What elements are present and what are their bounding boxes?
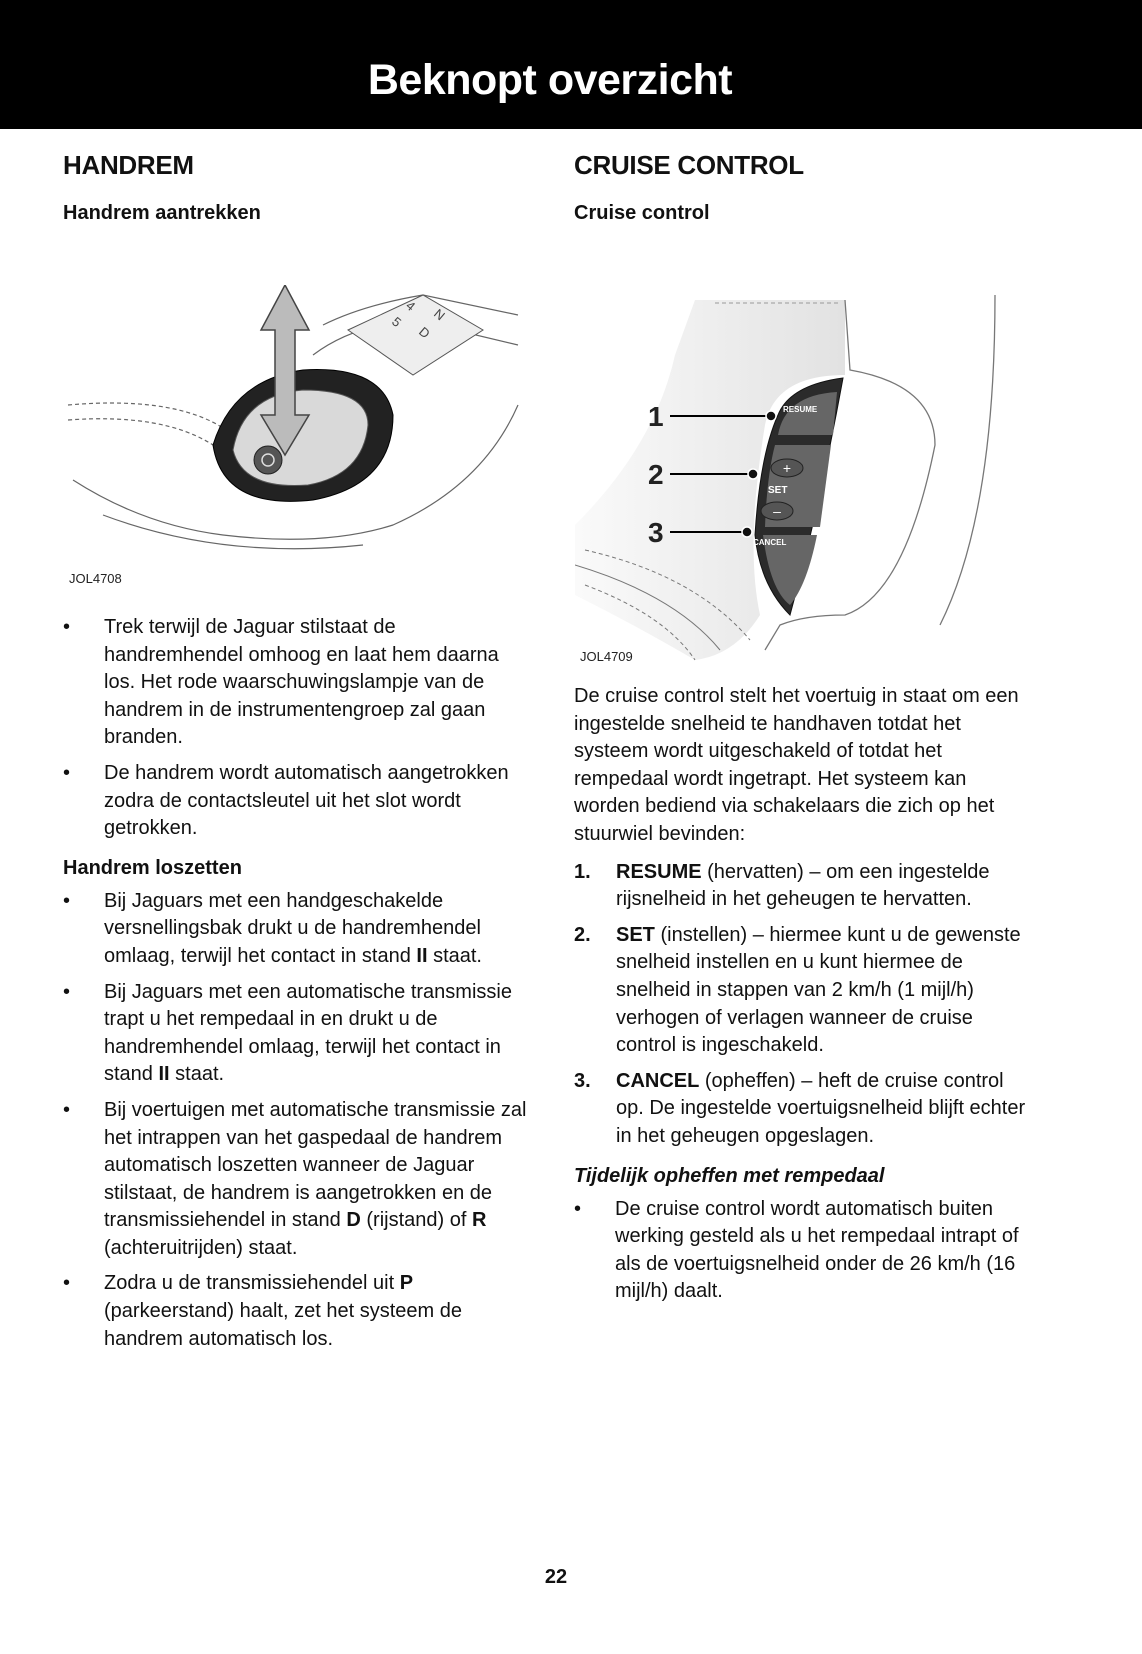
bullet-list-loszetten xyxy=(63,888,533,1354)
text-segment: (rijstand) of xyxy=(360,1209,472,1232)
text-segment: Bij Jaguars met een handgeschakelde versnellingsbak drukt u de handremhendel omlaag, terwijl het contact in stand xyxy=(104,889,481,967)
list-item-text xyxy=(104,762,509,839)
text-segment: De handrem wordt automatisch aangetrokken zodra de contactsleutel uit het slot wordt getrokken. xyxy=(104,761,509,840)
numbered-item xyxy=(574,859,1034,914)
item-number: 3. xyxy=(574,1069,591,1092)
bullet-icon: • xyxy=(63,761,71,784)
list-item-text xyxy=(104,981,512,1086)
callout-2: 2 xyxy=(648,459,664,490)
list-item-text xyxy=(104,890,482,967)
subheading-cruise-control: Cruise control xyxy=(574,202,710,224)
bullet-list-aantrekken xyxy=(63,614,533,843)
list-item-text xyxy=(616,861,990,911)
list-item xyxy=(63,979,533,1089)
handbrake-illustration xyxy=(63,285,523,570)
list-item-text xyxy=(616,924,1021,1056)
gear-label: D xyxy=(416,323,433,342)
text-segment: Zodra u de transmissiehendel uit xyxy=(104,1272,400,1295)
gear-label: 5 xyxy=(389,313,405,330)
page-number: 22 xyxy=(544,1566,568,1588)
text-segment: (instellen) – hiermee kunt u de gewenste snelheid instellen en u kunt hiermee de snelheid in stappen van 2 km/h (1 mijl/h) verhogen of verlagen wanneer de cruise control is ingeschakeld. xyxy=(616,923,1021,1057)
text-segment: (parkeerstand) haalt, zet het systeem de handrem automatisch los. xyxy=(104,1300,462,1350)
text-segment: (opheffen) – heft de cruise control op. De ingestelde voertuigsnelheid blijft echter in het geheugen opgeslagen. xyxy=(616,1069,1026,1147)
steering-wheel-illustration xyxy=(575,295,1015,665)
numbered-item xyxy=(574,1068,1034,1151)
gear-label: N xyxy=(431,305,448,324)
subheading-tijdelijk-opheffen: Tijdelijk opheffen met rempedaal xyxy=(574,1164,885,1187)
numbered-list-switches xyxy=(574,859,1034,1151)
text-segment: Bij Jaguars met een automatische transmissie trapt u het rempedaal in en drukt u de handremhendel omlaag, terwijl het contact in stand xyxy=(104,980,512,1086)
gear-label: 4 xyxy=(403,297,419,314)
bold-term: II xyxy=(416,944,428,967)
section-heading-handrem: HANDREM xyxy=(63,150,194,180)
bold-term: R xyxy=(471,1209,487,1232)
figure-caption: JOL4709 xyxy=(580,649,633,664)
list-item xyxy=(63,1097,533,1263)
list-item xyxy=(63,760,533,843)
subheading-handrem-aantrekken: Handrem aantrekken xyxy=(63,202,261,224)
bullet-icon: • xyxy=(63,1098,71,1121)
minus-label: – xyxy=(773,503,781,519)
list-item-text xyxy=(104,1272,462,1349)
resume-label: RESUME xyxy=(783,405,818,414)
bold-term: D xyxy=(346,1209,361,1232)
bold-term: RESUME xyxy=(616,860,702,883)
numbered-item xyxy=(574,922,1034,1060)
bold-term: II xyxy=(158,1063,170,1086)
bullet-icon: • xyxy=(63,616,71,638)
list-item-text xyxy=(104,616,499,748)
callout-3: 3 xyxy=(648,517,664,548)
text-segment: Trek terwijl de Jaguar stilstaat de handremhendel omhoog en laat hem daarna los. Het rode waarschuwingslampje van de handrem in de instrumentengroep zal gaan branden. xyxy=(104,616,499,749)
cancel-label: CANCEL xyxy=(753,538,787,547)
bold-term: P xyxy=(399,1272,414,1295)
list-item xyxy=(63,614,533,752)
text-segment: De cruise control wordt automatisch buiten werking gesteld als u het rempedaal intrapt of als de voertuigsnelheid onder de 26 km/h (16 mijl/h) daalt. xyxy=(615,1197,1019,1303)
bullet-icon: • xyxy=(63,1272,71,1295)
subheading-handrem-loszetten: Handrem loszetten xyxy=(63,856,242,879)
list-item xyxy=(63,1270,533,1353)
bullet-icon: • xyxy=(63,889,71,912)
list-item xyxy=(574,1196,1034,1306)
figure-caption: JOL4708 xyxy=(69,571,122,586)
section-heading-cruise-control: CRUISE CONTROL xyxy=(574,150,804,180)
bold-term: SET xyxy=(616,923,655,946)
item-number: 1. xyxy=(574,860,591,883)
plus-label: + xyxy=(782,460,792,476)
text-segment: (achteruitrijden) staat. xyxy=(104,1236,298,1259)
text-segment: staat. xyxy=(169,1063,225,1086)
bullet-list-rempedaal xyxy=(574,1196,1034,1306)
page-header xyxy=(0,0,1142,129)
set-label: SET xyxy=(768,485,788,496)
text-segment: staat. xyxy=(427,944,482,967)
text-segment: (hervatten) – om een ingestelde rijsnelheid in het geheugen te hervatten. xyxy=(616,860,990,911)
bullet-icon: • xyxy=(63,980,71,1003)
intro-paragraph: De cruise control stelt het voertuig in staat om een ingestelde snelheid te handhaven totdat het systeem wordt uitgeschakeld of totdat het rempedaal wordt ingetrapt. Het systeem kan worden bediend via schakelaars die zich op het stuurwiel bevinden: xyxy=(574,685,1019,845)
item-number: 2. xyxy=(574,923,591,946)
callout-1: 1 xyxy=(648,401,664,432)
bold-term: CANCEL xyxy=(616,1069,700,1092)
page-title: Beknopt overzicht xyxy=(367,56,733,104)
list-item-text xyxy=(616,1070,1025,1147)
list-item-text xyxy=(104,1099,526,1259)
text-segment: Bij voertuigen met automatische transmissie zal het intrappen van het gaspedaal de handrem automatisch loszetten wanneer de Jaguar stilstaat, de handrem is aangetrokken en de transmissiehendel in stand xyxy=(104,1098,527,1232)
list-item xyxy=(63,888,533,971)
list-item-text xyxy=(615,1198,1019,1303)
bullet-icon: • xyxy=(574,1197,582,1220)
